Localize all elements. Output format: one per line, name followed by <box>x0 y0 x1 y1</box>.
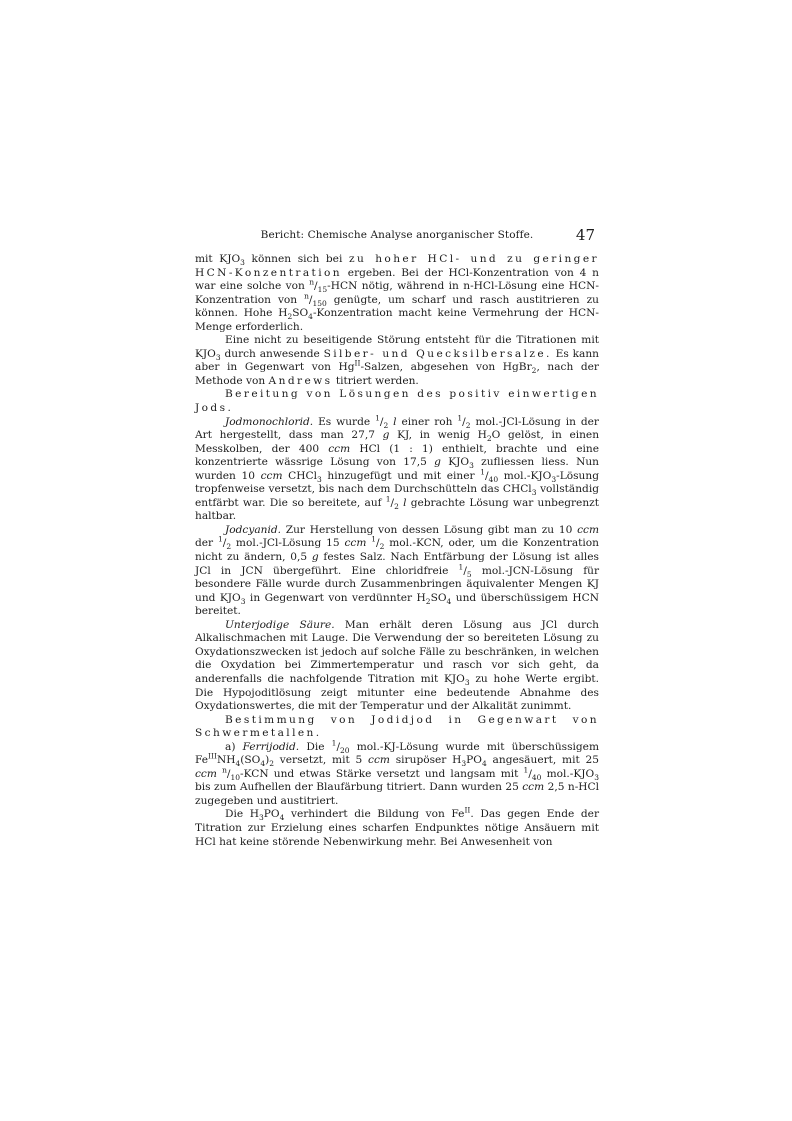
page-number: 47 <box>575 226 595 244</box>
paragraph-7: Die $H_3PO_4$ verhindert die Bildung von $Fe^{II}$. Das gegen Ende der Titration zur Erzielung eines scharfen Endpunktes nötige Ansäuern mit HCl hat keine störende Nebenwirkung mehr. Bei Anwesenheit von <box>195 805 600 848</box>
paragraph-unterjodige-saeure: Unterjodige Säure. Man erhält deren Lösung aus JCl durch Alkalischmachen mit Lauge. Die Verwendung der so bereiteten Lösung zu Oxydationszwecken ist jedoch auf solche Fälle zu beschränken, in welchen die Oxydation bei Zimmertemperatur und rasch vor sich geht, da anderenfalls die nachfolgende Titration mit $KJO_3$ zu hohe Werte ergibt. Die Hypojoditlösung zeigt mitunter eine bedeutende Abnahme des Oxydationswertes, die mit der Temperatur und der Alkalität zunimmt. <box>195 618 599 713</box>
paragraph-1: mit $KJO_3$ können sich bei zu hoher HCl- und zu geringer HCN-Konzentration ergeben. Bei der HCl-Konzentration von 4 n war eine solche von $^n/_{15}$-HCN nötig, während in n-HCl-Lösung eine HCN-Konzentration von $^n/_{150}$ genügte, um scharf und rasch austitrieren zu können. Hohe $H_2SO_4$-Konzentration macht keine Vermehrung der HCN-Menge erforderlich. <box>195 253 599 333</box>
paragraph-ferrijodid: a) Ferrijodid. Die $^1/_{20}$ mol.-KJ-Lösung wurde mit überschüssigem $Fe^{III}NH_4(SO_4)_2$ versetzt, mit 5 ccm sirupöser $H_3PO_4$ angesäuert, mit 25 ccm $^n/_{10}$-KCN und etwas Stärke versetzt und langsam mit $^1/_{40}$ $mol.-KJO_3$ bis zum Aufhellen der Blaufärbung titriert. Dann wurden 25 ccm 2,5 n-HCl zugegeben und austitriert. <box>195 738 600 807</box>
article-body <box>195 253 599 849</box>
spaced-emphasis: Silber- und Quecksilbersalze. <box>323 347 552 360</box>
paragraph-2: Eine nicht zu beseitigende Störung entsteht für die Titrationen mit $KJO_3$ durch anwesende Silber- und Quecksilbersalze. Es kann aber in Gegenwart von $Hg^{II}$-Salzen, abgesehen von HgBr$_2$, nach der Methode von Andrews titriert werden. <box>195 334 599 387</box>
subsection-title: Ferrijodid. <box>242 740 300 753</box>
section-heading-2: Bestimmung von Jodidjod in Gegenwart von Schwermetallen. <box>195 713 599 740</box>
section-heading-1: Bereitung von Lösungen des positiv einwertigen Jods. <box>195 388 599 415</box>
spaced-emphasis: zu hoher HCl- und zu geringer HCN-Konzentration <box>195 253 599 279</box>
subsection-title: Jodcyanid. <box>225 523 281 536</box>
author-name: Andrews <box>268 374 333 387</box>
subsection-title: Unterjodige Säure. <box>225 618 335 631</box>
running-head: Bericht: Chemische Analyse anorganischer Stoffe. <box>260 229 534 241</box>
page-header <box>195 226 599 246</box>
subsection-title: Jodmonochlorid. <box>225 415 314 428</box>
paragraph-jodmonochlorid: Jodmonochlorid. Es wurde $^1/_2$ l einer roh $^1/_2$ mol.-JCl-Lösung in der Art hergestellt, dass man 27,7 g KJ, in wenig $H_2O$ gelöst, in einen Messkolben, der 400 ccm HCl (1 : 1) enthielt, brachte und eine konzentrierte wässrige Lösung von 17,5 g $KJO_3$ zufliessen liess. Nun wurden 10 ccm CHCl$_3$ hinzugefügt und mit einer $^1/_{40}$ $mol.-KJO_3$-Lösung tropfenweise versetzt, bis nach dem Durchschütteln das CHCl$_3$ vollständig entfärbt war. Die so bereitete, auf $^1/_2$ l gebrachte Lösung war unbegrenzt haltbar. <box>195 413 600 523</box>
paragraph-jodcyanid: Jodcyanid. Zur Herstellung von dessen Lösung gibt man zu 10 ccm der $^1/_2$ mol.-JCl-Lösung 15 ccm $^1/_2$ mol.-KCN, oder, um die Konzentration nicht zu ändern, 0,5 g festes Salz. Nach Entfärbung der Lösung ist alles JCl in JCN übergeführt. Eine chloridfreie $^1/_5$ mol.-JCN-Lösung für besondere Fälle wurde durch Zusammenbringen äquivalenter Mengen KJ und $KJO_3$ in Gegenwart von verdünnter $H_2SO_4$ und überschüssigem HCN bereitet. <box>195 523 600 618</box>
